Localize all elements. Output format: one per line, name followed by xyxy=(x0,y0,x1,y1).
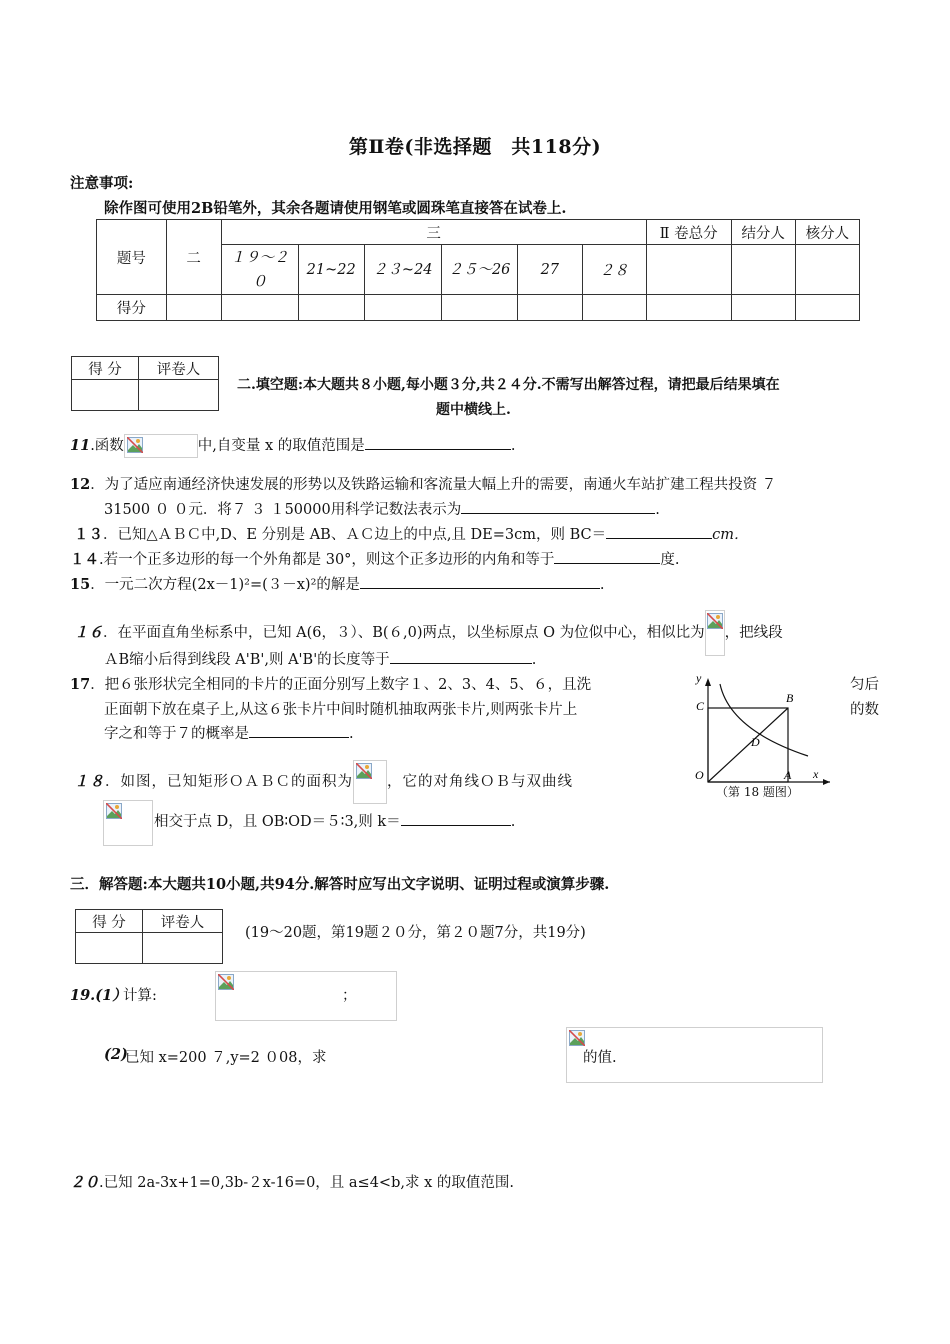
label-O: O xyxy=(695,768,704,782)
section2-header-cont: 题中横线上. xyxy=(436,402,511,418)
score-table-subcol: 27 xyxy=(518,245,582,295)
label-x: x xyxy=(813,767,819,781)
notice-heading: 注意事项: xyxy=(70,175,134,192)
score-cell[interactable] xyxy=(166,295,221,321)
score-cell[interactable] xyxy=(441,295,517,321)
grader-box-grader-label: 评卷人 xyxy=(143,910,223,933)
question-15: 15．一元二次方程(2x－1)²=(３－x)²的解是 . xyxy=(70,576,605,593)
formula-image xyxy=(124,434,198,458)
question-19-part2-end: 的值. xyxy=(583,1050,617,1066)
question-12-cont: 31500 ０ ０元．将７ ３ １50000用科学记数法表示为 . xyxy=(104,498,660,519)
grader-box xyxy=(71,356,219,411)
notice-text: 除作图可使用2B铅笔外，其余各题请使用钢笔或圆珠笔直接答在试卷上. xyxy=(104,200,567,217)
answer-blank[interactable] xyxy=(554,549,660,564)
page-title: 第Ⅱ卷(非选择题 共118分) xyxy=(348,136,602,158)
answer-blank[interactable] xyxy=(249,723,349,738)
question-13: １３．已知△ＡＢＣ中,D、E 分别是 AB、ＡＣ边上的中点,且 DE=3cm，则 BC＝ cm． xyxy=(74,526,749,543)
figure-caption: （第 18 题图） xyxy=(716,785,799,799)
question-number: 11 xyxy=(70,437,91,454)
grader-box xyxy=(75,909,223,964)
formula-image xyxy=(215,971,397,1021)
hyperbola xyxy=(720,684,808,756)
question-16: １６．在平面直角坐标系中，已知 A(6，３）、B(６,0)两点，以坐标原点 O 为位似中心，相似比为 ，把线段 xyxy=(74,610,783,656)
score-table-header-number: 题号 xyxy=(97,220,167,295)
label-A: A xyxy=(784,768,792,782)
score-table-row-score: 得分 xyxy=(97,295,167,321)
score-cell[interactable] xyxy=(731,295,795,321)
label-y: y xyxy=(696,671,702,685)
score-table-col-total: Ⅱ 卷总分 xyxy=(646,220,731,245)
grader-name-cell[interactable] xyxy=(143,933,223,964)
score-cell[interactable] xyxy=(731,245,795,295)
answer-blank[interactable] xyxy=(390,649,532,664)
question-12: 12．为了适应南通经济快速发展的形势以及铁路运输和客流量大幅上升的需要，南通火车站扩建工程共投资 ７ xyxy=(70,476,777,493)
question-16-cont: ＡB缩小后得到线段 A'B',则 A'B'的长度等于 . xyxy=(104,648,536,669)
section3-note: (19～20题，第19题２０分，第２０题7分，共19分) xyxy=(245,925,586,941)
score-table-col-three: 三 xyxy=(221,220,646,245)
question-number: 17 xyxy=(70,676,91,693)
score-table-subcol: １９～２０ xyxy=(221,245,298,295)
score-table-subcol: ２３~24 xyxy=(364,245,441,295)
question-19-part2-text: 已知 x=200 ７,y=2 ０08，求 xyxy=(125,1050,327,1066)
question-19-number: 19.(1） xyxy=(70,987,127,1004)
score-table-subcol: ２８ xyxy=(582,245,646,295)
question-14: １４.若一个正多边形的每一个外角都是 30°，则这个正多边形的内角和等于 度. xyxy=(70,551,680,568)
question-18-cont: 相交于点 D，且 OB∶OD＝５∶3,则 k＝ . xyxy=(154,810,515,831)
score-cell[interactable] xyxy=(298,295,364,321)
question-17: 17．把６张形状完全相同的卡片的正面分别写上数字１、2、3、4、5、６，且洗 xyxy=(70,676,592,693)
label-C: C xyxy=(696,699,705,713)
question-17-tail: 的数 xyxy=(850,702,879,718)
question-number: １４ xyxy=(70,551,99,568)
answer-blank[interactable] xyxy=(360,574,600,589)
y-axis-arrow xyxy=(705,678,711,686)
formula-image xyxy=(103,800,153,846)
grader-name-cell[interactable] xyxy=(139,380,219,411)
score-cell[interactable] xyxy=(795,245,859,295)
answer-blank[interactable] xyxy=(401,811,511,826)
question-number: １８ xyxy=(74,773,105,790)
formula-image xyxy=(705,610,725,656)
label-B: B xyxy=(786,691,794,705)
label-D: D xyxy=(751,735,760,749)
score-table-col-checker: 核分人 xyxy=(795,220,859,245)
question-number: ２０ xyxy=(70,1174,99,1191)
section3-header: 三．解答题:本大题共10小题,共94分.解答时应写出文字说明、证明过程或演算步骤. xyxy=(70,876,610,893)
grader-box-grader-label: 评卷人 xyxy=(139,357,219,380)
answer-blank[interactable] xyxy=(461,499,655,514)
grader-score-cell[interactable] xyxy=(76,933,143,964)
question-17-cont: 正面朝下放在桌子上,从这６张卡片中间时随机抽取两张卡片,则两张卡片上 xyxy=(104,702,578,718)
grader-box-score-label: 得 分 xyxy=(76,910,143,933)
grader-box-score-label: 得 分 xyxy=(72,357,139,380)
question-11: 11.函数 中,自变量 x 的取值范围是 . xyxy=(70,434,515,458)
question-19-part2-number: (2) xyxy=(104,1046,128,1063)
score-table-subcol: ２５～26 xyxy=(441,245,517,295)
answer-blank[interactable] xyxy=(365,435,511,450)
question-17-tail: 匀后 xyxy=(850,677,879,693)
question-number: １３ xyxy=(74,526,103,543)
question-number: 12 xyxy=(70,476,91,493)
section2-header: 二.填空题:本大题共８小题,每小题３分,共２４分.不需写出解答过程，请把最后结果填在 xyxy=(237,377,780,393)
question-19-part1-end: ； xyxy=(342,988,357,1004)
score-cell[interactable] xyxy=(518,295,582,321)
score-table xyxy=(96,219,860,321)
score-cell[interactable] xyxy=(646,245,731,295)
question-number: １６ xyxy=(74,624,103,641)
score-cell[interactable] xyxy=(364,295,441,321)
score-cell[interactable] xyxy=(795,295,859,321)
question-20: ２０.已知 2a-3x+1=0,3b-２x-16=0，且 a≤4<b,求 x 的取值范围. xyxy=(70,1174,514,1191)
score-table-col-two: 二 xyxy=(166,220,221,295)
diagonal-OB xyxy=(708,708,788,782)
score-cell[interactable] xyxy=(582,295,646,321)
question-19-part1-label: 计算: xyxy=(123,988,157,1004)
question-number: 15 xyxy=(70,576,91,593)
question-17-cont: 字之和等于７的概率是 . xyxy=(104,722,354,743)
score-table-col-summarizer: 结分人 xyxy=(731,220,795,245)
score-cell[interactable] xyxy=(646,295,731,321)
grader-score-cell[interactable] xyxy=(72,380,139,411)
score-cell[interactable] xyxy=(221,295,298,321)
x-axis-arrow xyxy=(823,779,830,785)
score-table-subcol: 21~22 xyxy=(298,245,364,295)
answer-blank[interactable] xyxy=(606,524,712,539)
question-18: １８．如图，已知矩形ＯＡＢＣ的面积为 ，它的对角线ＯＢ与双曲线 xyxy=(74,760,573,804)
formula-image xyxy=(353,760,387,804)
